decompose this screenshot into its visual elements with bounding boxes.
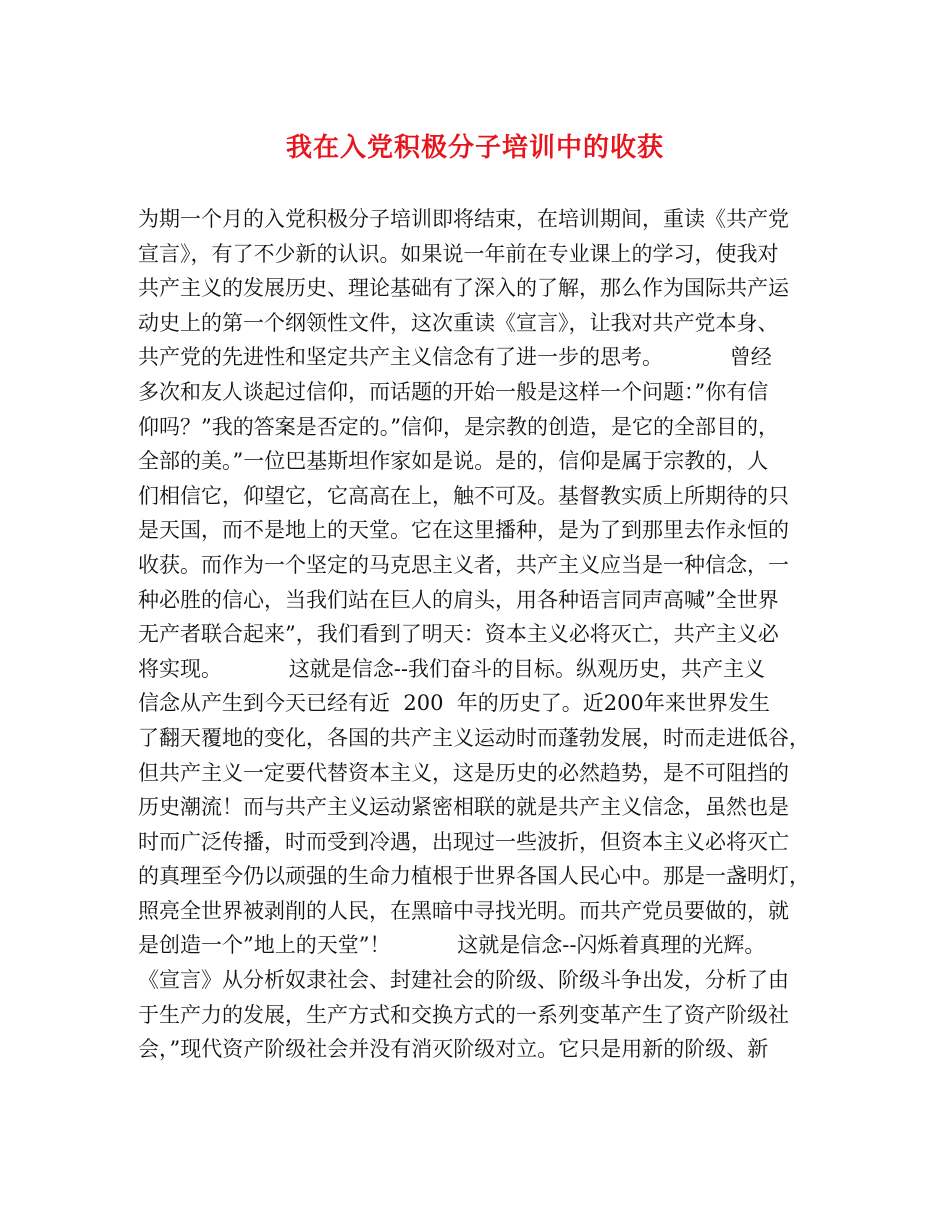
body-line: 于生产力的发展，生产方式和交换方式的一系列变革产生了资产阶级社 bbox=[138, 1002, 789, 1027]
body-line: 会，”现代资产阶级社会并没有消灭阶级对立。它只是用新的阶级、新 bbox=[138, 1037, 769, 1062]
body-line: 是创造一个”地上的天堂”！ 这就是信念--闪烁着真理的光辉。 bbox=[138, 933, 766, 958]
body-line: 是天国，而不是地上的天堂。它在这里播种，是为了到那里去作永恒的 bbox=[138, 518, 789, 543]
body-line: 种必胜的信心，当我们站在巨人的肩头，用各种语言同声高喊”全世界 bbox=[138, 587, 779, 612]
body-line: 无产者联合起来”，我们看到了明天：资本主义必将灭亡，共产主义必 bbox=[138, 622, 779, 647]
body-line: 收获。而作为一个坚定的马克思主义者，共产主义应当是一种信念，一 bbox=[138, 552, 789, 577]
body-line: 照亮全世界被剥削的人民，在黑暗中寻找光明。而共产党员要做的，就 bbox=[138, 898, 789, 923]
body-line: 的真理至今仍以顽强的生命力植根于世界各国人民心中。那是一盏明灯， bbox=[138, 864, 810, 889]
body-line: 《宣言》从分析奴隶社会、封建社会的阶级、阶级斗争出发，分析了由 bbox=[138, 968, 789, 993]
body-line: 了翻天覆地的变化，各国的共产主义运动时而蓬勃发展，时而走进低谷， bbox=[138, 725, 810, 750]
body-line: 仰吗？”我的答案是否定的。”信仰，是宗教的创造，是它的全部目的， bbox=[138, 414, 779, 439]
body-line: 历史潮流！而与共产主义运动紧密相联的就是共产主义信念，虽然也是 bbox=[138, 795, 789, 820]
body-line: 们相信它，仰望它，它高高在上，触不可及。基督教实质上所期待的只 bbox=[138, 483, 789, 508]
body-line: 多次和友人谈起过信仰，而话题的开始一般是这样一个问题：”你有信 bbox=[138, 379, 769, 404]
body-line: 共产党的先进性和坚定共产主义信念有了进一步的思考。 曾经 bbox=[138, 345, 772, 370]
body-line: 宣言》，有了不少新的认识。如果说一年前在专业课上的学习，使我对 bbox=[138, 241, 779, 266]
body-line: 信念从产生到今天已经有近 200 年的历史了。近200年来世界发生 bbox=[138, 691, 770, 716]
body-line: 动史上的第一个纲领性文件，这次重读《宣言》，让我对共产党本身、 bbox=[138, 310, 779, 335]
body-line: 将实现。 这就是信念--我们奋斗的目标。纵观历史，共产主义 bbox=[138, 656, 765, 681]
body-line: 时而广泛传播，时而受到冷遇，出现过一些波折，但资本主义必将灭亡 bbox=[138, 829, 789, 854]
body-line: 为期一个月的入党积极分子培训即将结束，在培训期间，重读《共产党 bbox=[138, 207, 789, 231]
body-line: 全部的美。”一位巴基斯坦作家如是说。是的，信仰是属于宗教的，人 bbox=[138, 449, 769, 474]
body-line: 共产主义的发展历史、理论基础有了深入的了解，那么作为国际共产运 bbox=[138, 276, 789, 301]
body-line: 但共产主义一定要代替资本主义，这是历史的必然趋势，是不可阻挡的 bbox=[138, 760, 789, 785]
document-body bbox=[138, 202, 828, 1067]
document-title: 我在入党积极分子培训中的收获 bbox=[285, 133, 664, 163]
